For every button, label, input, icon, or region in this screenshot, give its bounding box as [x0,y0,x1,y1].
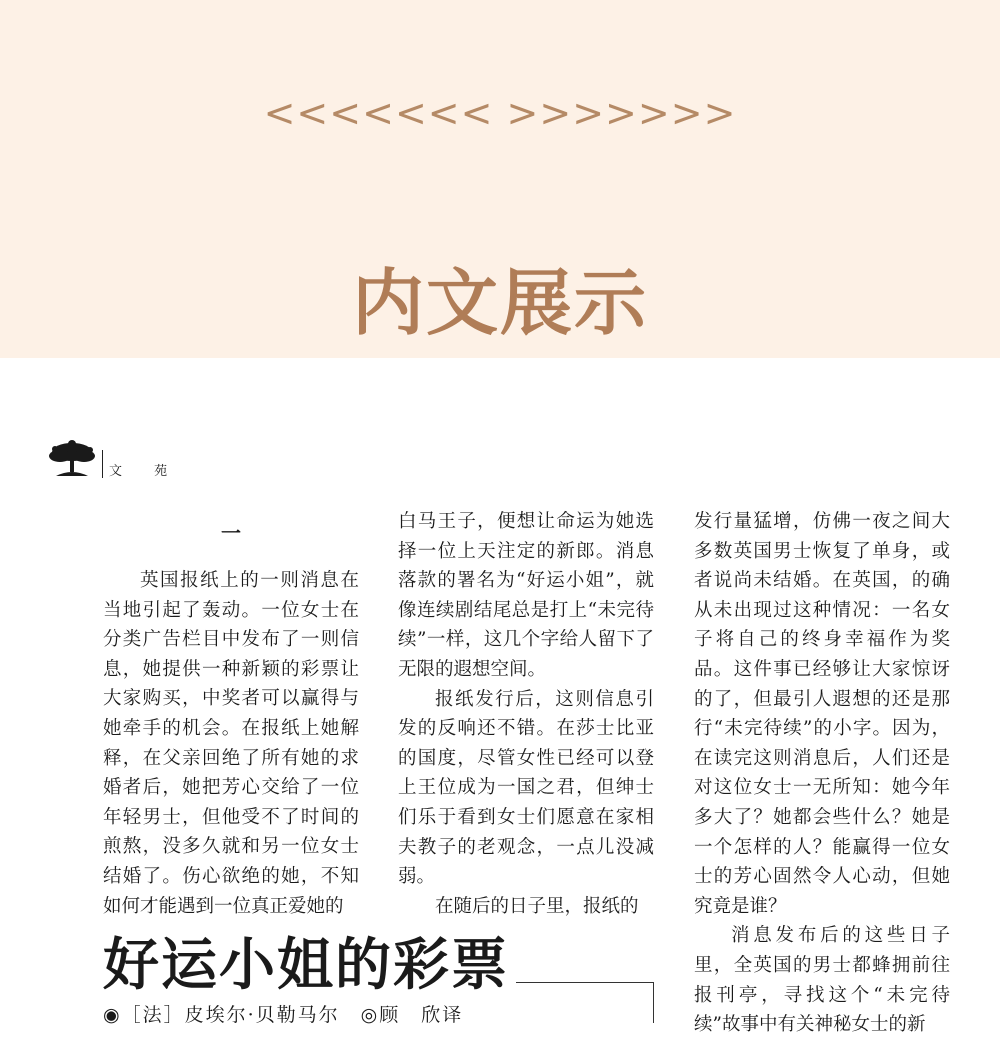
paragraph: 发行量猛增，仿佛一夜之间大多数英国男士恢复了单身，或者说尚未结婚。在英国，的确从未出现过这种情况：一名女子将自己的终身幸福作为奖品。这件事已经够让大家惊讶的了，但最引人遐想的还是那行“未完待续”的小字。因为，在读完这则消息后，人们还是对这位女士一无所知：她今年多大了？她都会些什么？她是一个怎样的人？能赢得一位女士的芳心固然令人心动，但她究竟是谁？ [694,511,950,917]
chapter-heading: 一 [221,521,241,545]
header-banner [0,0,1000,358]
title-rule-vertical [653,982,654,1023]
paragraph: 消息发布后的这些日子里，全英国的男士都蜂拥前往报刊亭，寻找这个“未完待续”故事中有关神秘女士的新 [694,925,950,1036]
title-rule [516,982,654,983]
byline: ◉［法］皮埃尔·贝勒马尔 ◎顾 欣译 [103,1004,464,1026]
chevron-decoration: <<<<<<< >>>>>>> [263,91,737,135]
paragraph: 报纸发行后，这则信息引发的反响还不错。在莎士比亚的国度，尽管女性已经可以登上王位成为一国之君，但绅士们乐于看到女士们愿意在家相夫教子的老观念，一点儿没减弱。 [398,688,654,888]
text-column-3 [694,507,950,1040]
text-column-2 [398,507,654,921]
paragraph: 白马王子，便想让命运为她选择一位上天注定的新郎。消息落款的署名为“好运小姐”，就像连续剧结尾总是打上“未完待续”一样，这几个字给人留下了无限的遐想空间。 [398,511,654,680]
story-title: 好运小姐的彩票 [103,932,509,998]
logo-divider [102,450,103,478]
paragraph: 英国报纸上的一则消息在当地引起了轰动。一位女士在分类广告栏目中发布了一则信息，她提供一种新颖的彩票让大家购买，中奖者可以赢得与她牵手的机会。在报纸上她解释，在父亲回绝了所有她的求婚者后，她把芳心交给了一位年轻男士，但他受不了时间的煎熬，没多久就和另一位女士结婚了。伤心欲绝的她，不知如何才能遇到一位真正爱她的 [103,570,359,917]
paragraph: 在随后的日子里，报纸的 [435,895,639,917]
section-label: 文 苑 [109,464,182,479]
text-column-1 [103,507,359,921]
tree-icon [46,440,98,480]
page-title: 内文展示 [351,261,648,345]
